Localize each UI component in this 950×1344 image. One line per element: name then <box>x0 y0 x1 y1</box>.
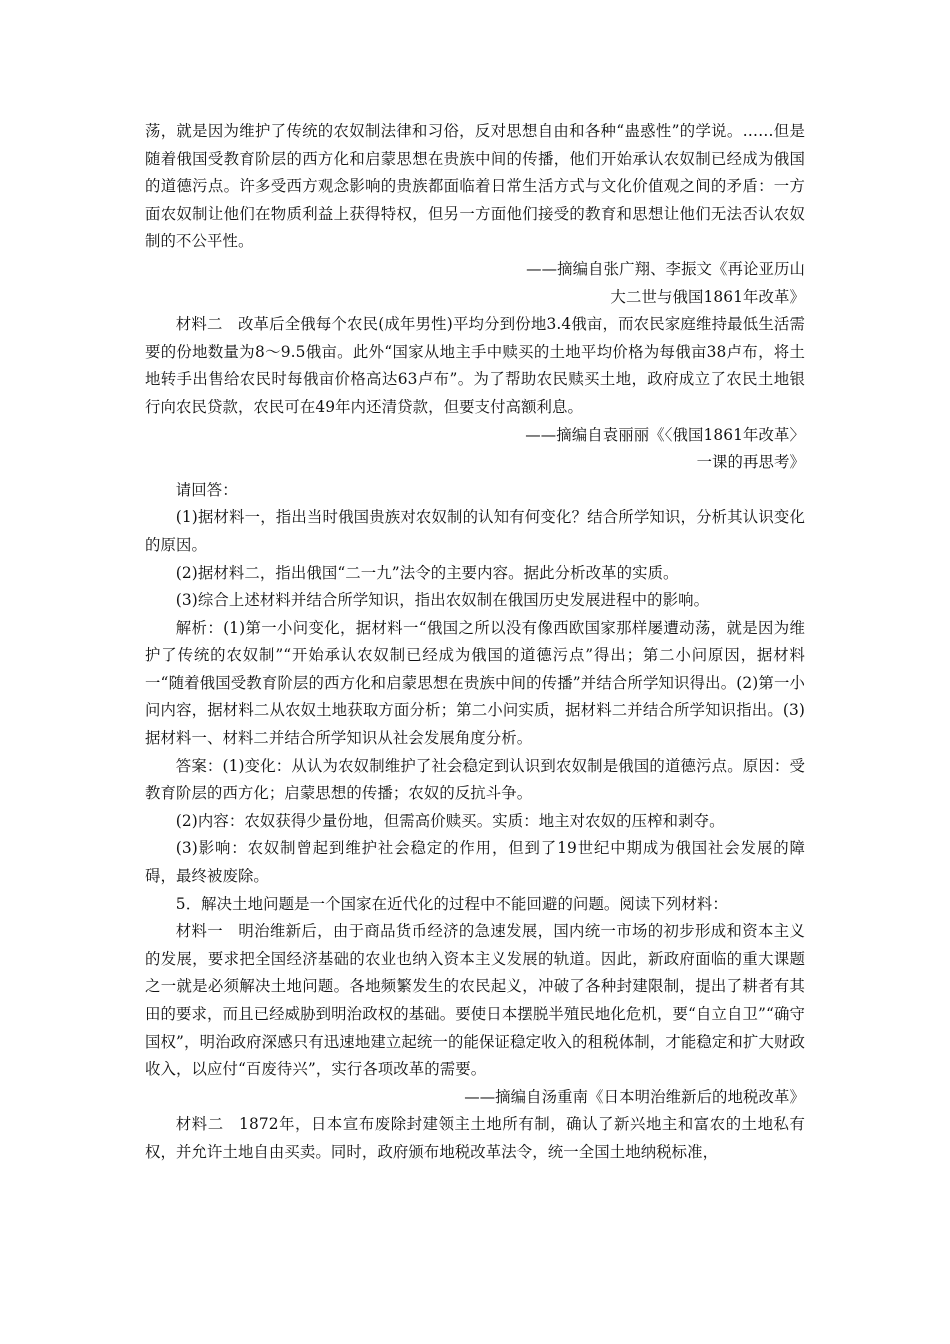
question-3: (3)综合上述材料并结合所学知识，指出农奴制在俄国历史发展进程中的影响。 <box>175 591 710 610</box>
document-body <box>145 118 805 1167</box>
material-two-label: 材料二 <box>175 315 223 334</box>
answer-3: (3)影响：农奴制曾起到维护社会稳定的作用，但到了19世纪中期成为俄国社会发展的障碍，最终被废除。 <box>145 839 805 886</box>
q5-material-two-paragraph <box>145 1111 805 1166</box>
source-citation-1-line-1: ——摘编自张广翔、李振文《再论亚历山 <box>526 259 805 278</box>
question-2: (2)据材料二，指出俄国“二一九”法令的主要内容。据此分析改革的实质。 <box>175 563 679 582</box>
q5-material-two-text: 1872年，日本宣布废除封建领主土地所有制，确认了新兴地主和富农的土地私有权，并允许土地自由买卖。同时，政府颁布地税改革法令，统一全国土地纳税标准， <box>145 1115 805 1161</box>
source-citation-2-line-2: 一课的再思考》 <box>696 453 805 472</box>
material-two-paragraph <box>145 311 805 421</box>
analysis-paragraph: 解析：(1)第一小问变化，据材料一“俄国之所以没有像西欧国家那样屡遭动荡，就是因为维护了传统的农奴制”“开始承认农奴制已经成为俄国的道德污点”得出；第二小问原因，据材料一“随着俄国受教育阶层的西方化和启蒙思想在贵族中间的传播”并结合所学知识得出。(2)第一小问内容，据材料二从农奴土地获取方面分析；第二小问实质，据材料二并结合所学知识指出。(3)据材料一、材料二并结合所学知识从社会发展角度分析。 <box>145 618 805 748</box>
material-two-text: 改革后全俄每个农民(成年男性)平均分到份地3.4俄亩，而农民家庭维持最低生活需要的份地数量为8～9.5俄亩。此外“国家从地主手中赎买的土地平均价格为每俄亩38卢布，将土地转手出售给农民时每俄亩价格高达63卢布”。为了帮助农民赎买土地，政府成立了农民土地银行向农民贷款，农民可在49年内还清贷款，但要支付高额利息。 <box>145 315 805 416</box>
source-citation-1-line-2: 大二世与俄国1861年改革》 <box>610 287 805 306</box>
material-one-continuation: 荡，就是因为维护了传统的农奴制法律和习俗，反对思想自由和各种“蛊惑性”的学说。……但是随着俄国受教育阶层的西方化和启蒙思想在贵族中间的传播，他们开始承认农奴制已经成为俄国的道德污点。许多受西方观念影响的贵族都面临着日常生活方式与文化价值观之间的矛盾：一方面农奴制让他们在物质利益上获得特权，但另一方面他们接受的教育和思想让他们无法否认农奴制的不公平性。 <box>145 122 805 251</box>
source-citation-3: ——摘编自汤重南《日本明治维新后的地税改革》 <box>464 1087 805 1106</box>
source-citation-2-line-1: ——摘编自袁丽丽《〈俄国1861年改革〉 <box>525 425 805 444</box>
question-5-intro: 5．解决土地问题是一个国家在近代化的过程中不能回避的问题。阅读下列材料： <box>175 894 728 913</box>
q5-material-one-label: 材料一 <box>175 922 224 941</box>
answer-1: 答案：(1)变化：从认为农奴制维护了社会稳定到认识到农奴制是俄国的道德污点。原因：受教育阶层的西方化；启蒙思想的传播；农奴的反抗斗争。 <box>145 756 805 803</box>
answer-2: (2)内容：农奴获得少量份地，但需高价赎买。实质：地主对农奴的压榨和剥夺。 <box>175 811 725 830</box>
q5-material-one-text: 明治维新后，由于商品货币经济的急速发展，国内统一市场的初步形成和资本主义的发展，要求把全国经济基础的农业也纳入资本主义发展的轨道。因此，新政府面临的重大课题之一就是必须解决土地问题。各地频繁发生的农民起义，冲破了各种封建限制，提出了耕者有其田的要求，而且已经威胁到明治政权的基础。要使日本摆脱半殖民地化危机，要“自立自卫”“确守国权”，明治政府深感只有迅速地建立起统一的能保证稳定收入的租税体制，才能稳定和扩大财政收入，以应付“百废待兴”，实行各项改革的需要。 <box>145 922 805 1079</box>
q5-material-two-label: 材料二 <box>175 1115 224 1134</box>
ask-prompt: 请回答： <box>175 480 238 499</box>
question-1: (1)据材料一，指出当时俄国贵族对农奴制的认知有何变化？结合所学知识，分析其认识变化的原因。 <box>145 508 805 554</box>
q5-material-one-paragraph <box>145 918 805 1084</box>
